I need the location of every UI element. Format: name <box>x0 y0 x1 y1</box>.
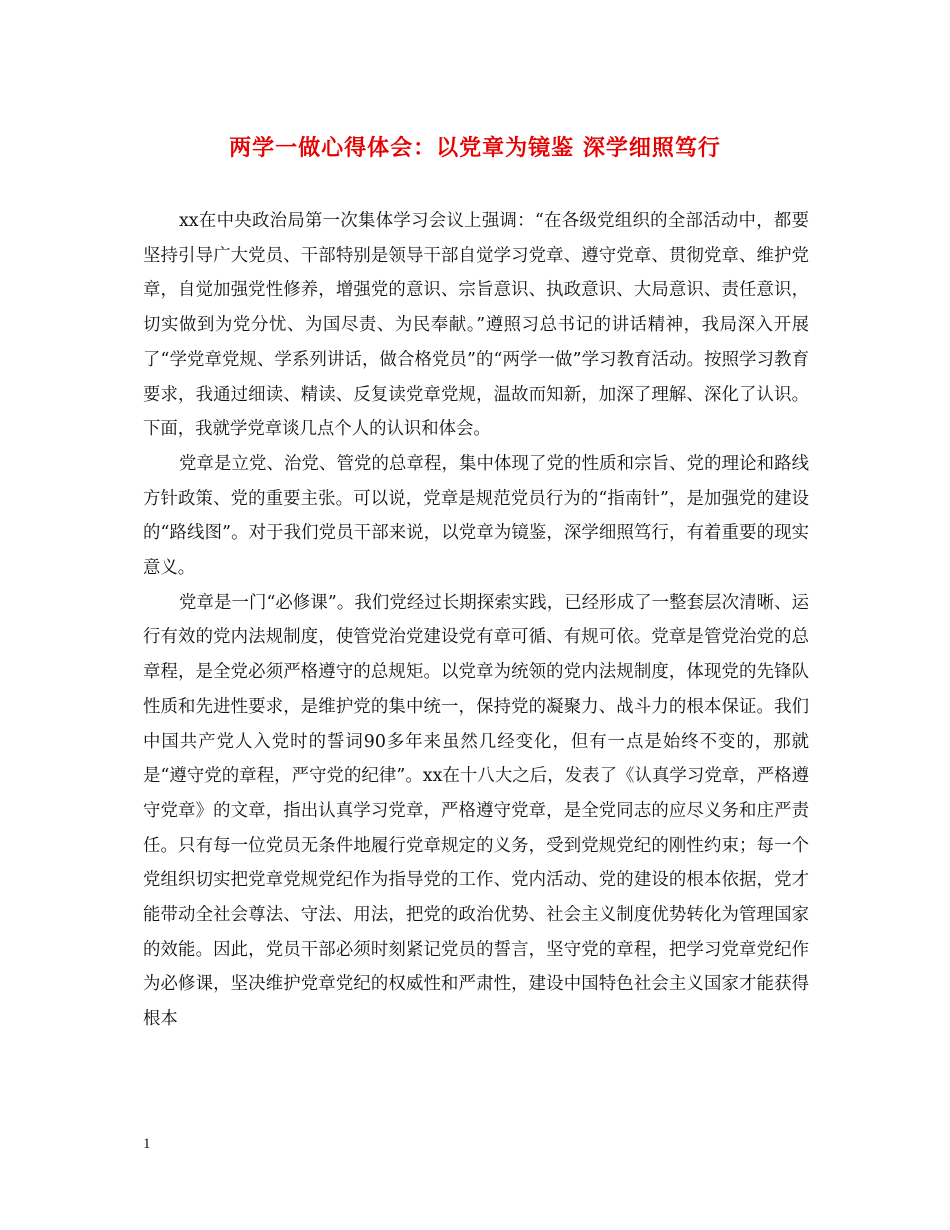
document-body <box>143 204 809 1037</box>
page-number: 1 <box>143 1136 151 1152</box>
paragraph: 党章是立党、治党、管党的总章程，集中体现了党的性质和宗旨、党的理论和路线方针政策、党的重要主张。可以说，党章是规范党员行为的“指南针”，是加强党的建设的“路线图”。对于我们党员干部来说，以党章为镜鉴，深学细照笃行，有着重要的现实意义。 <box>143 453 809 579</box>
paragraph: 党章是一门“必修课”。我们党经过长期探索实践，已经形成了一整套层次清晰、运行有效的党内法规制度，使管党治党建设党有章可循、有规可依。党章是管党治党的总章程，是全党必须严格遵守的总规矩。以党章为统领的党内法规制度，体现党的先锋队性质和先进性要求，是维护党的集中统一，保持党的凝聚力、战斗力的根本保证。我们中国共产党人入党时的誓词90多年来虽然几经变化，但有一点是始终不变的，那就是“遵守党的章程，严守党的纪律”。xx在十八大之后，发表了《认真学习党章，严格遵守党章》的文章，指出认真学习党章，严格遵守党章，是全党同志的应尽义务和庄严责任。只有每一位党员无条件地履行党章规定的义务，受到党规党纪的刚性约束；每一个党组织切实把党章党规党纪作为指导党的工作、党内活动、党的建设的根本依据，党才能带动全社会尊法、守法、用法，把党的政治优势、社会主义制度优势转化为管理国家的效能。因此，党员干部必须时刻紧记党员的誓言，坚守党的章程，把学习党章党纪作为必修课，坚决维护党章党纪的权威性和严肃性，建设中国特色社会主义国家才能获得根本 <box>143 592 809 1030</box>
document-title: 两学一做心得体会：以党章为镜鉴 深学细照笃行 <box>229 135 721 161</box>
paragraph: xx在中央政治局第一次集体学习会议上强调：“在各级党组织的全部活动中，都要坚持引导广大党员、干部特别是领导干部自觉学习党章、遵守党章、贯彻党章、维护党章，自觉加强党性修养，增强党的意识、宗旨意识、执政意识、大局意识、责任意识，切实做到为党分忧、为国尽责、为民奉献。”遵照习总书记的讲话精神，我局深入开展了“学党章党规、学系列讲话，做合格党员”的“两学一做”学习教育活动。按照学习教育要求，我通过细读、精读、反复读党章党规，温故而知新，加深了理解、深化了认识。下面，我就学党章谈几点个人的认识和体会。 <box>143 211 809 440</box>
